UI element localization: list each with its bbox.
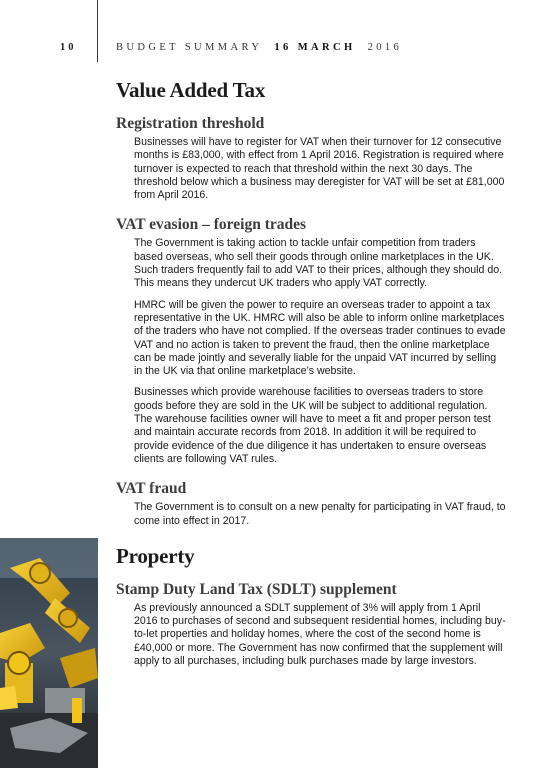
- section-registration-threshold: [116, 115, 506, 202]
- running-title: [116, 42, 402, 53]
- paragraph: As previously announced a SDLT supplement of 3% will apply from 1 April 2016 to purchases of second and subsequent residential homes, including buy-to-let properties and holiday homes, where the cost of the second home is £40,000 or more. The Government has now confirmed that the supplement will apply to all purchases, including bulk purchases made by large investors.: [134, 601, 506, 668]
- vat-title: Value Added Tax: [116, 78, 266, 102]
- page-number: 10: [60, 42, 77, 53]
- property-title: Property: [116, 543, 195, 568]
- running-title-text: BUDGET SUMMARY: [116, 42, 263, 53]
- section-sdlt-supplement: [116, 581, 506, 668]
- running-date: 16 MARCH: [274, 42, 356, 53]
- running-year: 2016: [367, 42, 403, 53]
- paragraph: Businesses which provide warehouse facilities to overseas traders to store goods before they are sold in the UK will be subject to additional regulation. The warehouse facilities owner will have to meet a fit and proper person test and maintain accurate records from 2018. In addition it will be required to provide evidence of the due diligence it has undertaken to ensure overseas clients are following VAT rules.: [134, 386, 491, 465]
- industrial-robot-photo: [0, 538, 98, 768]
- paragraph: The Government is taking action to tackle unfair competition from traders based overseas, who sell their goods through online marketplaces in the UK. Such traders frequently fail to add VAT to their prices, although they should do. This means they undercut UK traders who apply VAT correctly.: [134, 237, 503, 290]
- section-vat-evasion: [116, 216, 506, 466]
- section-heading: Registration threshold: [116, 115, 265, 132]
- section-heading: Stamp Duty Land Tax (SDLT) supplement: [116, 580, 397, 598]
- paragraph: Businesses will have to register for VAT when their turnover for 12 consecutive months is £83,000, with effect from 1 April 2016. Registration is required where turnover is expected to reach that threshold within the next 30 days. The threshold below which a business may deregister for VAT will be set at £81,000 from April 2016.: [134, 136, 505, 202]
- section-heading: VAT evasion – foreign trades: [116, 216, 307, 234]
- section-heading: VAT fraud: [116, 480, 187, 498]
- section-vat-fraud: [116, 480, 506, 528]
- paragraph: HMRC will be given the power to require an overseas trader to appoint a tax representative in the UK. HMRC will also be able to inform online marketplaces of the traders who have not complied. If the overseas trader continues to evade VAT and no action is taken to prevent the fraud, then the online marketplace can be made jointly and severally liable for the unpaid VAT incurred by selling in the UK via that online marketplace’s website.: [134, 298, 506, 378]
- page-header: [0, 42, 541, 58]
- main-content: [116, 78, 506, 682]
- paragraph: The Government is to consult on a new penalty for participating in VAT fraud, to come into effect in 2017.: [134, 501, 506, 527]
